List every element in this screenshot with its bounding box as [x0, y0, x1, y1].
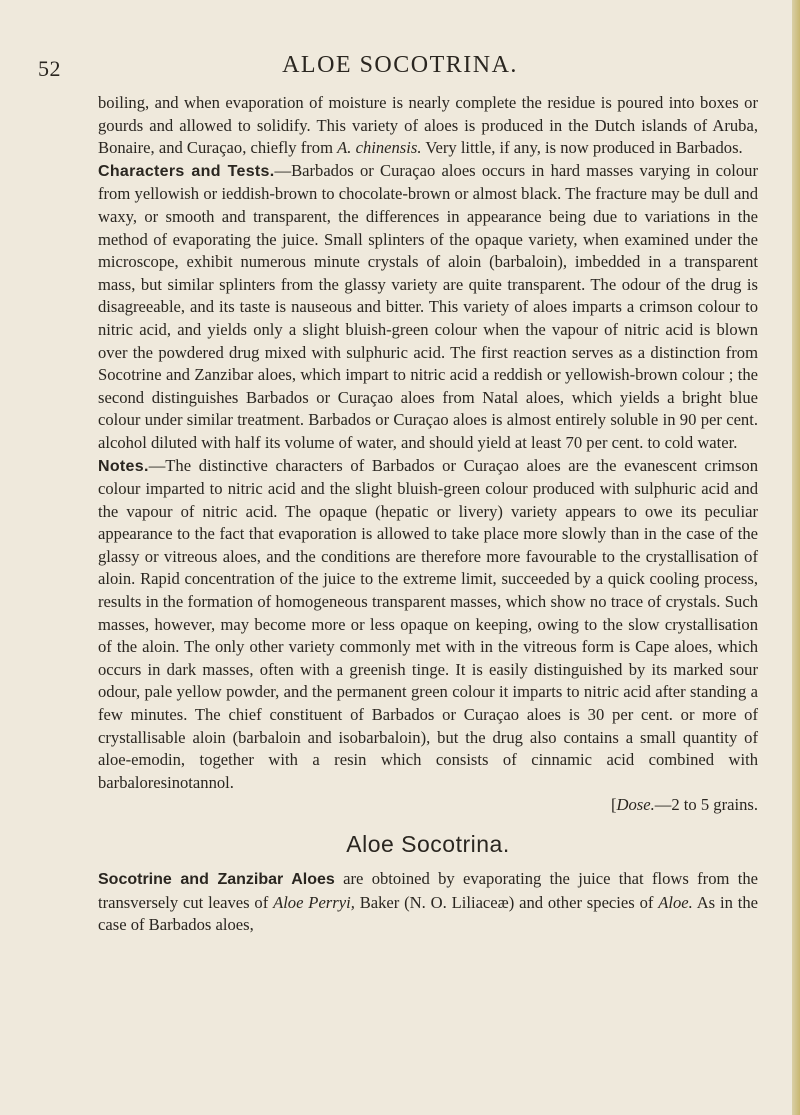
notes-heading: Notes. [98, 457, 149, 475]
paragraph-intro: boiling, and when evaporation of moisture is nearly complete the residue is poured into boxes or gourds and allowed to solidify. This variety of aloes is produced in the Dutch islands of Aruba, Bonaire, and Curaçao, chiefly from A. chinensis. Very little, if any, is now produced in Barbados. [98, 93, 758, 158]
socotrine-lead: Socotrine and Zanzibar Aloes [98, 871, 335, 888]
species-perryi: Aloe Perryi, [273, 892, 355, 912]
paragraph-socotrine: Socotrine and Zanzibar Aloes are obtoined by evaporating the juice that flows from the transversely cut leaves of Aloe Perryi, Baker (N. O. Liliaceæ) and other species of Aloe. As in the case of Barbados aloes, [98, 869, 758, 935]
section-title: Aloe Socotrina. [346, 831, 510, 857]
dose-label: Dose. [616, 795, 655, 815]
characters-heading: Characters and Tests. [98, 162, 275, 180]
genus-aloe: Aloe. [658, 892, 693, 912]
species-name: A. chinensis. [337, 138, 422, 158]
page-number: 52 [38, 56, 61, 81]
page-edge [792, 0, 800, 1115]
page-header [0, 52, 800, 82]
paragraph-notes: Notes.—The distinctive characters of Barbados or Curaçao aloes are the evanescent crimson colour imparted to nitric acid and the slight bluish-green colour produced with sulphuric acid and the vapour of nitric acid. The opaque (hepatic or livery) variety appears to owe its peculiar appearance to the fact that evaporation is allowed to take place more slowly than in the case of the glassy or vitreous aloes, and the conditions are therefore more favourable to the crystallisation of aloin. Rapid concentration of the juice to the extreme limit, succeeded by a quick cooling process, results in the formation of homogeneous transparent masses, which show no trace of crystals. Such masses, however, may become more or less opaque on keeping, owing to the slow crystallisation of the aloin. The only other variety commonly met with in the vitreous form is Cape aloes, which occurs in dark masses, often with a greenish tinge. It is easily distinguished by its marked sour odour, pale yellow powder, and the permanent green colour it imparts to nitric acid after standing a few minutes. The chief constituent of Barbados or Curaçao aloes is 30 per cent. or more of crystallisable aloin (barbaloin and isobarbaloin), but the drug also contains a small quantity of aloe-emodin, together with a resin which consists of cinnamic acid combined with barbaloresinotannol. [98, 455, 758, 792]
page-body [98, 92, 758, 937]
running-title: ALOE SOCOTRINA. [282, 52, 518, 78]
paragraph-characters: Characters and Tests.—Barbados or Curaçao aloes occurs in hard masses varying in colour from yellowish or ieddish-brown to chocolate-brown or almost black. The fracture may be dull and waxy, or smooth and transparent, the differences in appearance being due to variations in the method of evaporating the juice. Small splinters of the opaque variety, when examined under the microscope, exhibit numerous minute crystals of aloin (barbaloin), imbedded in a transparent mass, but similar splinters from the glassy variety are quite transparent. The odour of the drug is disagreeable, and its taste is nauseous and bitter. This variety of aloes imparts a crimson colour to nitric acid, and yields only a slight bluish-green colour when the vapour of nitric acid is blown over the powdered drug mixed with sulphuric acid. The first reaction serves as a distinction from Socotrine and Zanzibar aloes, which impart to nitric acid a reddish or yellowish-brown colour ; the second distinguishes Barbados or Curaçao aloes from Natal aloes, which yields a bright blue colour under similar treatment. Barbados or Curaçao aloes is almost entirely soluble in 90 per cent. alcohol diluted with half its volume of water, and should yield at least 70 per cent. to cold water. [98, 160, 758, 452]
dose-line: [Dose.—2 to 5 grains. [610, 795, 758, 815]
